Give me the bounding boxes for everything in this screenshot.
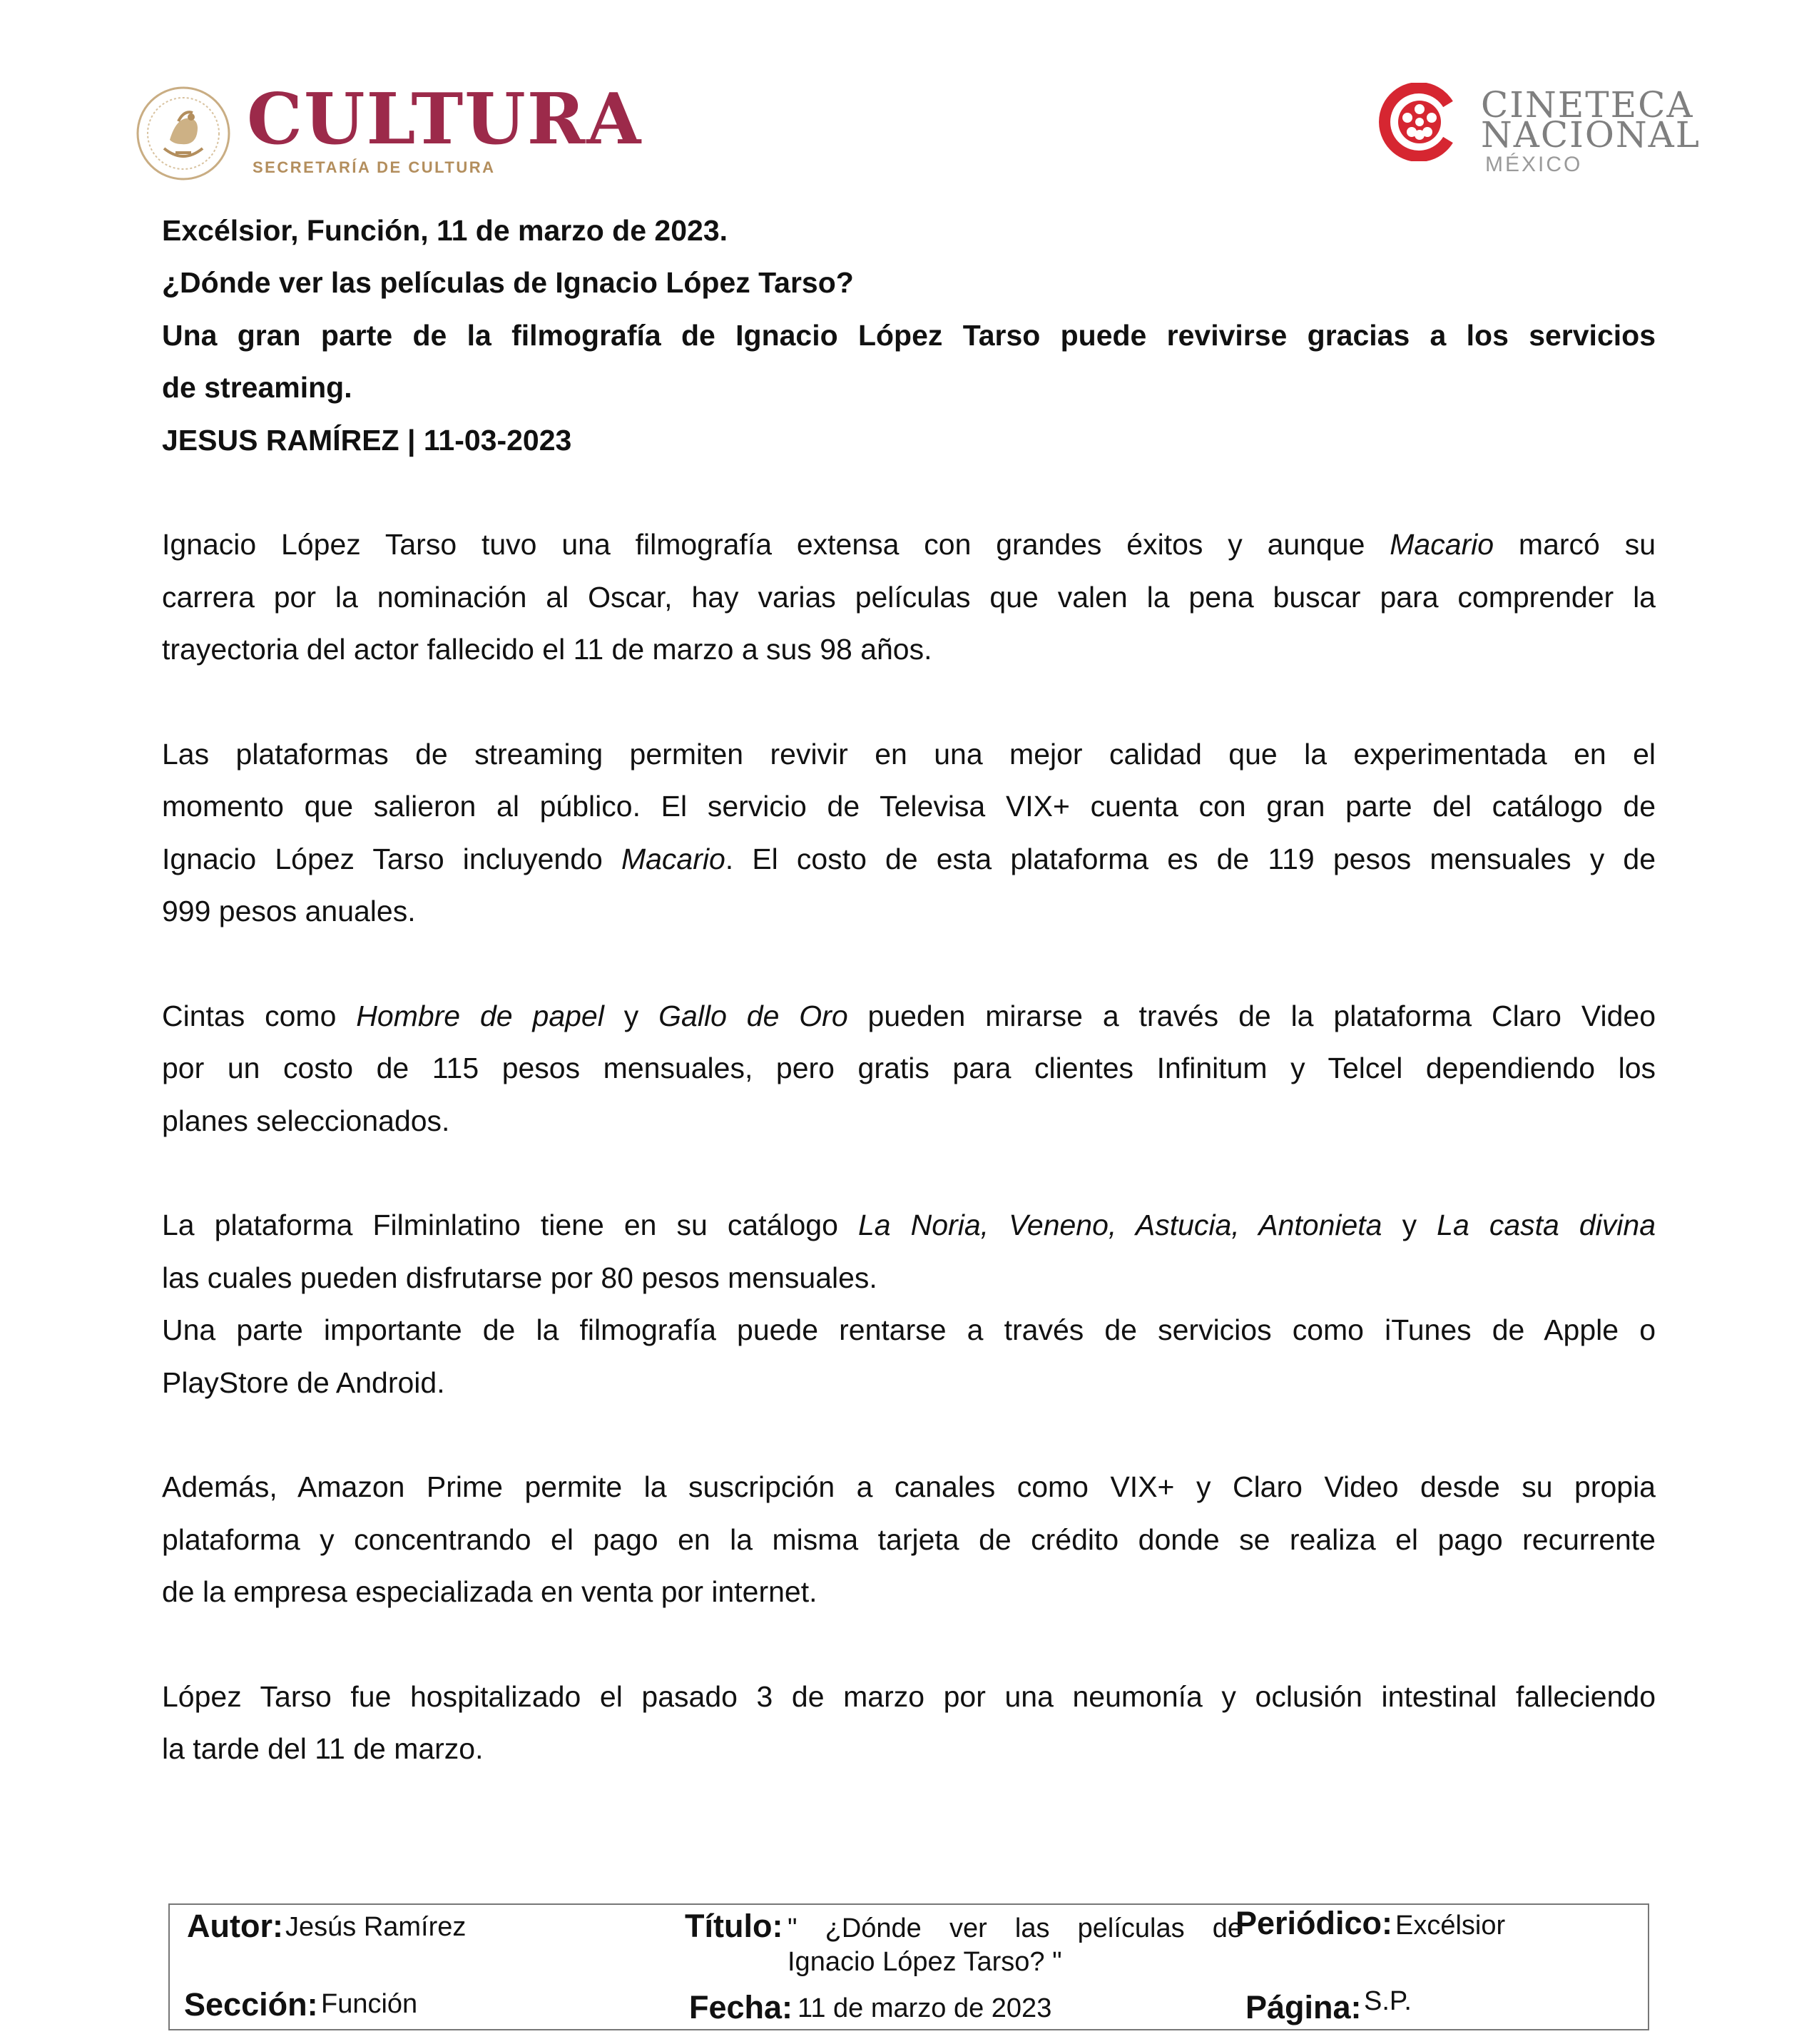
titulo-value [788,1912,1243,1979]
paragraph-line: Cintas como Hombre de papel y Gallo de Oro pueden mirarse a través de la plataforma Claro Video [162,999,1656,1032]
pagina-value: S.P. [1364,1986,1412,2016]
paragraph-line: 999 pesos anuales. [162,895,416,928]
paragraph-line: plataforma y concentrando el pago en la misma tarjeta de crédito donde se realiza el pago recurrente [162,1522,1656,1556]
paragraph-line: Una parte importante de la filmografía puede rentarse a través de servicios como iTunes de Apple o [162,1313,1656,1347]
film-title: La Noria, Veneno, Astucia, Antonieta [857,1209,1382,1242]
film-title: Macario [1390,528,1494,561]
fecha-label: Fecha: [689,1989,793,2025]
paragraph-line: planes seleccionados. [162,1104,450,1137]
paragraph-line: momento que salieron al público. El servicio de Televisa VIX+ cuenta con gran parte del catálogo de [162,790,1656,823]
paragraph-line: las cuales pueden disfrutarse por 80 pesos mensuales. [162,1261,877,1294]
cultura-logo [134,78,643,184]
paragraph-line: de la empresa especializada en venta por internet. [162,1575,817,1609]
cultura-wordmark: CULTURA [247,78,643,161]
autor-label: Autor: [187,1908,283,1944]
paragraph-line: López Tarso fue hospitalizado el pasado 3 de marzo por una neumonía y oclusión intestinal falleciendo [162,1679,1656,1713]
pagina-label: Página: [1245,1989,1362,2025]
cineteca-logo [1378,78,1701,185]
periodico-label: Periódico: [1235,1905,1393,1941]
article [162,205,1656,1776]
cineteca-wordmark-line1: CINETECA [1481,84,1694,126]
film-title: Macario [621,842,725,875]
article-subtitle-line: de streaming. [162,371,352,405]
paragraph-line: La plataforma Filminlatino tiene en su catálogo La Noria, Veneno, Astucia, Antonieta y La casta divina [162,1209,1656,1242]
autor-value: Jesús Ramírez [285,1912,467,1942]
paragraph-line: PlayStore de Android. [162,1366,445,1399]
article-title: ¿Dónde ver las películas de Ignacio López Tarso? [162,266,854,300]
mexican-coat-of-arms-seal-icon [134,84,233,183]
cineteca-wordmark-line2: NACIONAL [1481,114,1701,156]
fecha-value: 11 de marzo de 2023 [798,1993,1052,2023]
titulo-value-line: Ignacio López Tarso? " [788,1947,1062,1977]
paragraph-line: Además, Amazon Prime permite la suscripción a canales como VIX+ y Claro Video desde su propia [162,1470,1656,1504]
film-title: Hombre de papel [356,999,604,1032]
paragraph-line: Las plataformas de streaming permiten revivir en una mejor calidad que la experimentada en el [162,737,1656,771]
article-byline: JESUS RAMÍREZ | 11-03-2023 [162,423,572,457]
article-source: Excélsior, Función, 11 de marzo de 2023. [162,214,728,247]
paragraph-line: Ignacio López Tarso incluyendo Macario. El costo de esta plataforma es de 119 pesos mensuales y de [162,842,1656,875]
paragraph-line: carrera por la nominación al Oscar, hay varias películas que valen la pena buscar para comprender la [162,580,1656,614]
titulo-value-line: " ¿Dónde ver las películas de [788,1913,1243,1943]
paragraph-line: la tarde del 11 de marzo. [162,1732,484,1766]
seccion-label: Sección: [184,1986,318,2023]
seccion-value: Función [321,1989,418,2019]
film-reel-icon [1378,83,1457,161]
paragraph-line: Ignacio López Tarso tuvo una filmografía extensa con grandes éxitos y aunque Macario marcó su [162,528,1656,561]
paragraph-line: trayectoria del actor fallecido el 11 de marzo a sus 98 años. [162,633,932,666]
cineteca-wordmark-line3: MÉXICO [1485,153,1583,176]
paragraph-line: por un costo de 115 pesos mensuales, pero gratis para clientes Infinitum y Telcel dependiendo los [162,1052,1656,1085]
reference-box [168,1903,1649,2030]
cultura-subtitle: SECRETARÍA DE CULTURA [253,158,496,176]
film-title: La casta divina [1437,1209,1656,1242]
titulo-label: Título: [685,1908,783,1944]
film-title: Gallo de Oro [658,999,848,1032]
periodico-value: Excélsior [1395,1911,1506,1941]
article-subtitle-line: Una gran parte de la filmografía de Ignacio López Tarso puede revivirse gracias a los servicios [162,318,1656,352]
